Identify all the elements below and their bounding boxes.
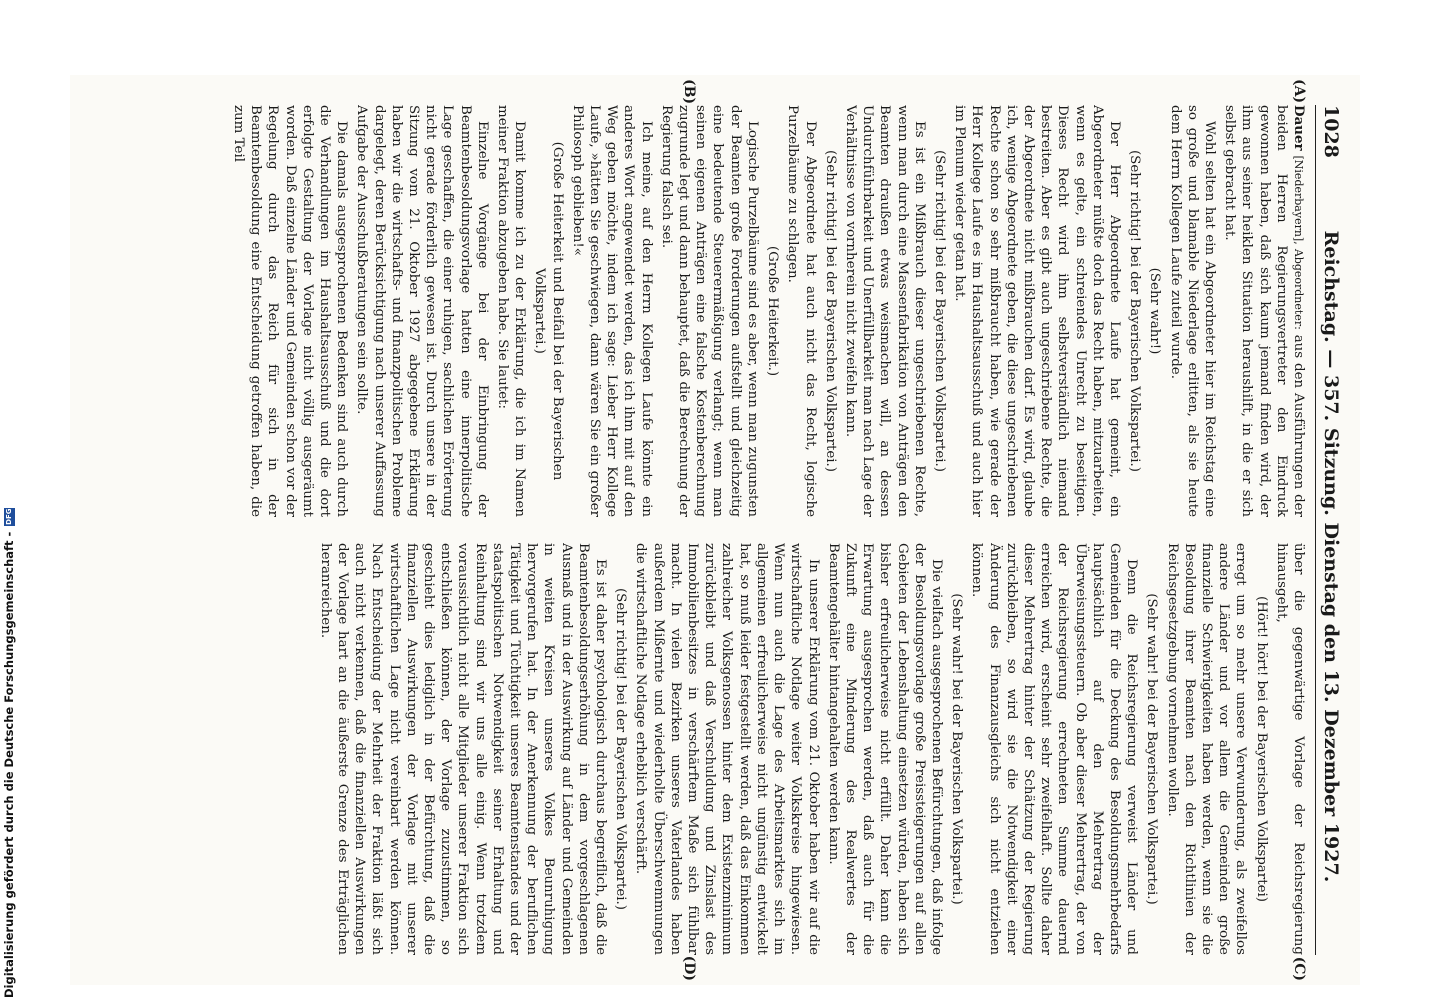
page-number: 1028 (1320, 105, 1342, 158)
paragraph-text: Die damals ausgesprochenen Bedenken sind auch durch die Verhandlungen im Haushaltsausschuß und die dort erfolgte Gestaltung der Vorlage nicht völlig ausgeräumt worden. Daß einzelne Länder und Gemeinden schon vor der Regelung durch das Reich für sich in der Beamtenbesoldung eine Entscheidung getroffen haben, die zum Teil (231, 105, 350, 517)
funding-text: Digitalisierung gefördert durch die Deutsche Forschungsgemeinschaft - (2, 531, 16, 998)
paragraph-text: aus den Ausführungen der beiden Herren Regierungsvertreter den Eindruck gewonnen haben, daß sich kaum jemand finden wird, der ihm aus seiner heiklen Situation heraushilft, in die er sich selbst gebracht hat. (1222, 105, 1306, 517)
paragraph-text: Einzelne Vorgänge bei der Einbringung der Beamtenbesoldungsvorlage hatten eine innerpolitische Lage geschaffen, die einer ruhigen, sachlichen Erörterung nicht gerade förderlich gewesen ist. Durch unsere in der Sitzung vom 21. Oktober 1927 abgegebene Erklärung haben wir die wirtschafts- und finanzpolitischen Probleme dargelegt, deren Berücksichtigung nach unserer Auffassung Aufgabe der Ausschußberatungen sein sollte. (354, 105, 490, 517)
paragraph-text: Damit komme ich zu der Erklärung, die ich im Namen meiner Fraktion abzugeben habe. Sie lautet: (495, 105, 528, 517)
paragraph-text: (Große Heiterkeit und Beifall bei der Bayerischen Volkspartei.) (532, 141, 565, 481)
funding-note (2, 508, 16, 998)
paragraph-text: (Sehr richtig! bei der Bayerischen Volkspartei.) (613, 587, 629, 911)
paragraph (764, 105, 781, 517)
page-content (70, 75, 1360, 985)
paragraph (1221, 105, 1307, 517)
paragraph (1163, 543, 1249, 955)
paragraph-text: Der Abgeordnete hat auch nicht das Recht, logische Purzelbäume zu schlagen. (785, 105, 818, 517)
right-column (102, 543, 1307, 955)
paragraph-text: (Sehr wahr!) (1147, 267, 1163, 355)
paragraph-text: (Große Heiterkeit.) (765, 245, 781, 377)
paragraph-text: (Sehr wahr! bei der Bayerischen Volkspartei.) (1144, 593, 1160, 905)
paragraph (531, 105, 565, 517)
paragraph-text: (Sehr wahr! bei der Bayerischen Volkspartei.) (949, 593, 965, 905)
margin-marker-b: (B) (681, 79, 697, 105)
paragraph (494, 105, 528, 517)
paragraph-text: (Sehr richtig! bei der Bayerischen Volkspartei.) (931, 149, 947, 473)
paragraph (951, 105, 1123, 517)
page-header (1315, 105, 1342, 955)
margin-marker-a: (A) (1291, 79, 1307, 104)
paragraph (317, 543, 609, 955)
speaker-note: [Niederbayern], Abgeordneter: (1292, 155, 1305, 330)
paragraph (842, 105, 928, 517)
paragraph (230, 105, 350, 517)
paragraph (948, 543, 965, 955)
paragraph-text: Wohl selten hat ein Abgeordneter hier im Reichstag eine so große und blamable Niederlage erlitten, als sie heute dem Herrn Kollegen Laufe zuteil wurde. (1167, 105, 1217, 517)
paragraph (1126, 105, 1143, 517)
paragraph (968, 543, 1140, 955)
margin-marker-d: (D) (681, 955, 697, 981)
paragraph-text: (Hört! hört! bei der Bayerischen Volkspartei) (1253, 595, 1269, 903)
left-column (102, 105, 1307, 517)
paragraph-text: Der Herr Abgeordnete Laufe hat gemeint, ein Abgeordneter müßte doch das Recht haben, mitzuarbeiten, wenn es gelte, ein schreiendes Unrecht zu beseitigen. Dieses Recht wird ihm selbstverständlich niemand bestreiten. Aber es gibt auch ungeschriebene Rechte, die der Abgeordnete nicht mißbrauchen darf. Es wird, glaube ich, wenige Abgeordnete geben, die diese ungeschriebenen Rechte schon so sehr mißbraucht haben, wie gerade der Herr Kollege Laufe es im Haushaltsausschuß und auch hier im Plenum wieder getan hat. (952, 105, 1122, 517)
running-title: Reichstag. — 357. Sitzung. Dienstag den 13. Dezember 1927. (1320, 230, 1342, 883)
paragraph (784, 105, 818, 517)
paragraph-text: erregt um so mehr unsere Verwunderung, als zweifellos andere Länder und vor allem die Gemeinden große finanzielle Schwierigkeiten haben werden, wenn sie die Besoldung ihrer Beamten nach den Richtlinien der Reichsgesetzgebung vornehmen wollen. (1164, 543, 1249, 955)
paragraph (825, 543, 945, 955)
dfg-logo: DFG (5, 508, 13, 525)
paragraph (612, 543, 629, 955)
paragraph (569, 105, 655, 517)
paragraph-text: In unserer Erklärung vom 21. Oktober haben wir auf die wirtschaftliche Notlage weiter Volkskreise hingewiesen. Wenn nun auch die Lage des Arbeitsmarktes sich im allgemeinen erfreulicherweise nicht ungünstig entwickelt hat, so muß leider festgestellt werden, daß das Einkommen zahlreicher Volksgenossen hinter dem Existenzminimum zurückbleibt und daß Verschuldung und Zinslast des Immobilienbesitzes in verschärftem Maße sich fühlbar macht. In vielen Bezirken unseres Vaterlandes haben außerdem Mißernte und wiederholte Überschwemmungen die wirtschaftliche Notlage erheblich verschärft. (633, 543, 821, 955)
text-columns (102, 79, 1307, 981)
paragraph (658, 105, 761, 517)
paragraph (1143, 543, 1160, 955)
margin-marker-c: (C) (1291, 956, 1307, 981)
paragraph-text: Es ist ein Mißbrauch dieser ungeschriebenen Rechte, wenn man durch eine Massenfabrikation von Anträgen den Beamten draußen etwas weismachen will, an dessen Undurchführbarkeit und Unerfüllbarkeit man nach Lage der Verhältnisse von vornherein nicht zweifeln kann. (842, 105, 927, 517)
paragraph-text: (Sehr richtig! bei der Bayerischen Volkspartei.) (1127, 149, 1143, 473)
paragraph (1252, 543, 1269, 955)
paragraph-text: Es ist daher psychologisch durchaus begreiflich, daß die Beamtenbesoldungserhöhung in dem vorgeschlagenen Ausmaß und in der Auswirkung auf Länder und Gemeinden in weiten Kreisen unseres Volkes Beunruhigung hervorgerufen hat. In der Anerkennung der beruflichen Tätigkeit und Tüchtigkeit unseres Beamtenstandes und der staatspolitischen Notwendigkeit seiner Erhaltung und Reinhaltung sind wir uns alle einig. Wenn trotzdem voraussichtlich nicht alle Mitglieder unserer Fraktion sich entschließen können, der Vorlage zuzustimmen, so geschieht dies lediglich in der Befürchtung, daß die finanziellen Auswirkungen der Vorlage mit unserer wirtschaftlichen Lage nicht vereinbart werden können. Nach Entscheidung der Mehrheit der Fraktion läßt sich auch nicht verkennen, daß die finanziellen Auswirkungen der Vorlage hart an die äußerste Grenze des Erträglichen heranreichen. (317, 543, 609, 955)
paragraph (1273, 543, 1307, 955)
speaker-name: Dauer (1291, 105, 1307, 151)
paragraph-text: (Sehr richtig! bei der Bayerischen Volkspartei.) (822, 149, 838, 473)
paragraph-text: Logische Purzelbäume sind es aber, wenn man zugunsten der Beamten große Forderungen aufstellt und gleichzeitig eine bedeutende Steuerermäßigung verlangt; wenn man seinen eigenen Anträgen eine falsche Kostenberechnung zugrunde legt und dann behauptet, daß die Berechnung der Regierung falsch sei. (658, 105, 760, 517)
paragraph (1146, 105, 1163, 517)
paragraph (632, 543, 821, 955)
paragraph (353, 105, 491, 517)
paragraph-text: Ich meine, auf den Herrn Kollegen Laufe könnte ein anderes Wort angewendet werden, das ich ihm mit auf den Weg geben möchte, indem ich sage: Lieber Herr Kollege Laufe, »hätten Sie geschwiegen, dann wären Sie ein großer Philosoph geblieben!« (569, 105, 654, 517)
scanned-page (70, 75, 1360, 985)
paragraph (822, 105, 839, 517)
paragraph-text: Die vielfach ausgesprochenen Befürchtungen, daß infolge der Besoldungsvorlage große Preissteigerungen auf allen Gebieten der Lebenshaltung einsetzen würden, haben sich bisher erfreulicherweise nicht erfüllt. Daher kann die Erwartung ausgesprochen werden, daß auch für die Zukunft eine Minderung des Realwertes der Beamtengehälter hintangehalten werden kann. (825, 543, 944, 955)
paragraph (931, 105, 948, 517)
paragraph-text: Denn die Reichsregierung verweist Länder und Gemeinden für die Deckung des Besoldungsmehrbedarfs hauptsächlich auf den Mehrertrag der Überweisungssteuern. Ob aber dieser Mehrertrag, der von der Reichsregierung errechneten Summe dauernd erreichen wird, erscheint sehr zweifelhaft. Sollte daher dieser Mehrertrag hinter der Schätzung der Regierung zurückbleiben, so wird sie die Notwendigkeit einer Änderung des Finanzausgleichs sich nicht entziehen können. (969, 543, 1140, 955)
paragraph (1166, 105, 1218, 517)
paragraph-text: über die gegenwärtige Vorlage der Reichsregierung hinausgeht, (1273, 543, 1306, 955)
